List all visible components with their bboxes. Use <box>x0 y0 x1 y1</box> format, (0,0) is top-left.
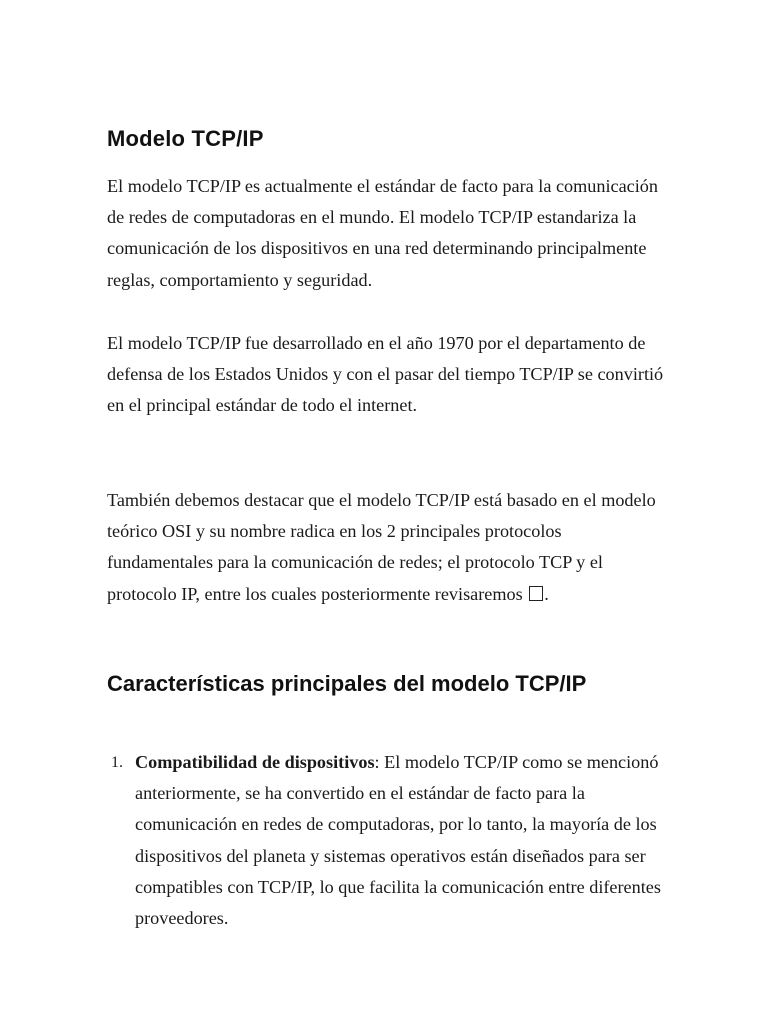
list-item-term: Compatibilidad de dispositivos <box>135 752 375 772</box>
article-title: Modelo TCP/IP <box>107 126 264 151</box>
paragraph-osi <box>107 485 667 610</box>
paragraph-history: El modelo TCP/IP fue desarrollado en el año 1970 por el departamento de defensa de los Estados Unidos y con el pasar del tiempo TCP/IP se convirtió en el principal estándar de todo el internet. <box>107 333 664 416</box>
paragraph-intro: El modelo TCP/IP es actualmente el estándar de facto para la comunicación de redes de computadoras en el mundo. El modelo TCP/IP estandariza la comunicación de los dispositivos en una red determinando principalmente reglas, comportamiento y seguridad. <box>107 176 658 290</box>
features-list <box>107 747 667 934</box>
list-item-text: : El modelo TCP/IP como se mencionó anteriormente, se ha convertido en el estándar de facto para la comunicación en redes de computadoras, por lo tanto, la mayoría de los dispositivos del planeta y sistemas operativos están diseñados para ser compatibles con TCP/IP, lo que facilita la comunicación entre diferentes proveedores. <box>135 752 661 929</box>
section-heading: Características principales del modelo TCP/IP <box>107 671 587 696</box>
paragraph-osi-text: También debemos destacar que el modelo TCP/IP está basado en el modelo teórico OSI y su nombre radica en los 2 principales protocolos fundamentales para la comunicación de redes; el protocolo TCP y el protocolo IP, entre los cuales posteriormente revisaremos <box>107 490 656 604</box>
list-item <box>107 747 667 934</box>
missing-glyph-icon <box>529 586 543 601</box>
paragraph-osi-end: . <box>544 583 549 604</box>
list-item-number: 1. <box>111 754 123 771</box>
